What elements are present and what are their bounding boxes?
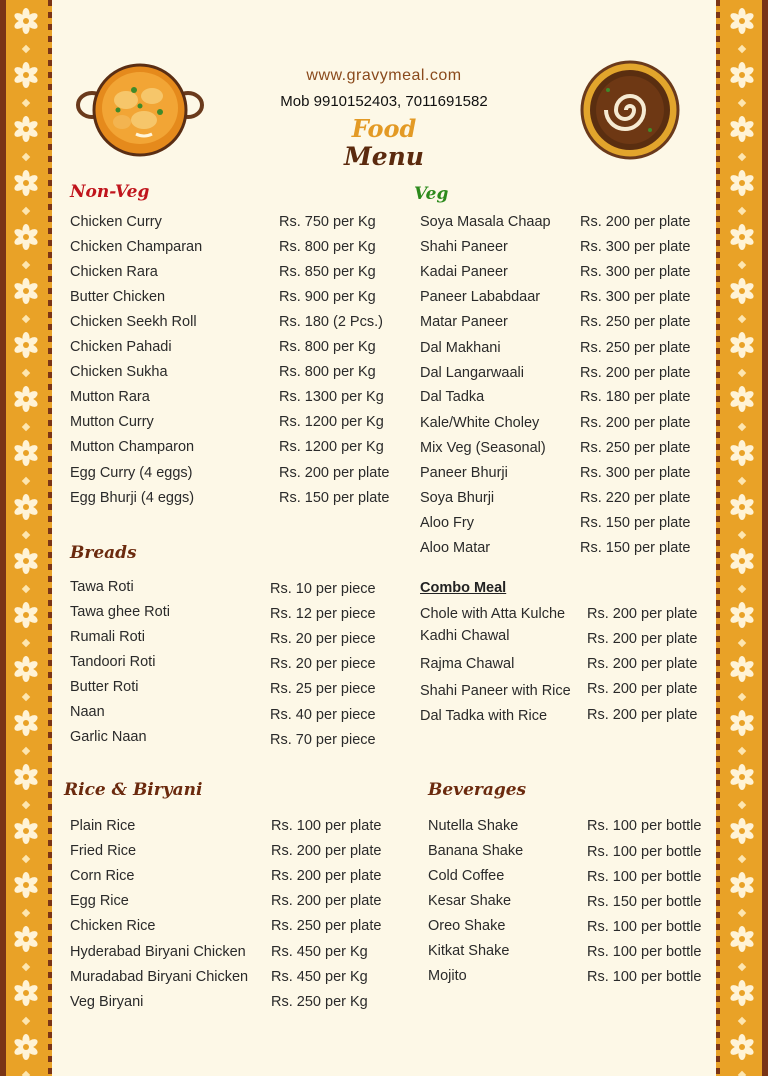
nonveg-item-price: Rs. 1300 per Kg: [279, 389, 384, 405]
nonveg-item-price: Rs. 180 (2 Pcs.): [279, 314, 383, 330]
breads-item-price: Rs. 20 per piece: [270, 631, 376, 647]
veg-item-price: Rs. 150 per plate: [580, 540, 691, 556]
rice-item-name: Veg Biryani: [70, 994, 144, 1010]
breads-item-price: Rs. 40 per piece: [270, 707, 376, 723]
veg-item-price: Rs. 300 per plate: [580, 239, 691, 255]
veg-item-price: Rs. 200 per plate: [580, 415, 691, 431]
breads-item-name: Naan: [70, 704, 105, 720]
nonveg-item-name: Mutton Champaron: [70, 439, 195, 455]
nonveg-item-name: Chicken Curry: [70, 214, 162, 230]
flower-icon: [729, 656, 755, 682]
veg-item-price: Rs. 300 per plate: [580, 289, 691, 305]
veg-item-name: Aloo Matar: [420, 540, 491, 556]
flower-icon: [13, 440, 39, 466]
veg-item-price: Rs. 250 per plate: [580, 314, 691, 330]
veg-item-price: Rs. 150 per plate: [580, 515, 691, 531]
diamond-dot-icon: [22, 639, 30, 647]
veg-item-price: Rs. 180 per plate: [580, 389, 691, 405]
nonveg-item-price: Rs. 1200 per Kg: [279, 439, 384, 455]
diamond-dot-icon: [738, 261, 746, 269]
section-title-veg: Veg: [414, 184, 449, 204]
section-title-beverages: Beverages: [428, 780, 527, 800]
rice-item-price: Rs. 250 per plate: [271, 918, 382, 934]
flower-icon: [13, 8, 39, 34]
diamond-dot-icon: [738, 315, 746, 323]
page-title-menu: Menu: [344, 142, 424, 171]
section-title-breads: Breads: [70, 543, 137, 563]
flower-icon: [13, 170, 39, 196]
flower-icon: [729, 224, 755, 250]
veg-item-name: Kale/White Choley: [420, 415, 540, 431]
nonveg-item-name: Mutton Rara: [70, 389, 150, 405]
diamond-dot-icon: [22, 423, 30, 431]
flower-icon: [13, 1034, 39, 1060]
nonveg-item-price: Rs. 900 per Kg: [279, 289, 376, 305]
flower-icon: [729, 440, 755, 466]
combo-item-price: Rs. 200 per plate: [587, 656, 698, 672]
rice-item-name: Corn Rice: [70, 868, 135, 884]
breads-item-price: Rs. 20 per piece: [270, 656, 376, 672]
diamond-dot-icon: [738, 639, 746, 647]
section-title-nonveg: Non-Veg: [70, 182, 150, 202]
flower-icon: [13, 926, 39, 952]
flower-icon: [13, 872, 39, 898]
beverages-item-price: Rs. 100 per bottle: [587, 869, 702, 885]
veg-item-name: Soya Masala Chaap: [420, 214, 551, 230]
combo-item-name: Chole with Atta Kulche: [420, 606, 566, 622]
combo-item-price: Rs. 200 per plate: [587, 707, 698, 723]
beverages-item-name: Kesar Shake: [428, 893, 512, 909]
mobile-numbers: Mob 9910152403, 7011691582: [280, 93, 488, 110]
breads-item-name: Butter Roti: [70, 679, 139, 695]
rice-item-price: Rs. 200 per plate: [271, 893, 382, 909]
nonveg-item-name: Chicken Seekh Roll: [70, 314, 197, 330]
nonveg-item-price: Rs. 200 per plate: [279, 465, 390, 481]
flower-icon: [13, 548, 39, 574]
veg-item-name: Mix Veg (Seasonal): [420, 440, 546, 456]
flower-icon: [729, 8, 755, 34]
veg-item-name: Paneer Lababdaar: [420, 289, 541, 305]
beverages-item-price: Rs. 100 per bottle: [587, 844, 702, 860]
diamond-dot-icon: [22, 369, 30, 377]
diamond-dot-icon: [738, 855, 746, 863]
nonveg-item-name: Chicken Rara: [70, 264, 158, 280]
rice-item-price: Rs. 200 per plate: [271, 843, 382, 859]
flower-icon: [13, 818, 39, 844]
combo-item-price: Rs. 200 per plate: [587, 681, 698, 697]
veg-item-price: Rs. 200 per plate: [580, 214, 691, 230]
veg-item-name: Shahi Paneer: [420, 239, 508, 255]
diamond-dot-icon: [738, 423, 746, 431]
nonveg-item-price: Rs. 800 per Kg: [279, 339, 376, 355]
diamond-dot-icon: [22, 801, 30, 809]
nonveg-item-price: Rs. 800 per Kg: [279, 364, 376, 380]
diamond-dot-icon: [738, 207, 746, 215]
flower-icon: [729, 278, 755, 304]
combo-item-name: Rajma Chawal: [420, 656, 515, 672]
flower-icon: [13, 386, 39, 412]
flower-icon: [13, 656, 39, 682]
flower-icon: [729, 548, 755, 574]
flower-icon: [13, 494, 39, 520]
combo-item-name: Dal Tadka with Rice: [420, 708, 548, 724]
diamond-dot-icon: [738, 369, 746, 377]
beverages-item-name: Banana Shake: [428, 843, 524, 859]
flower-icon: [729, 872, 755, 898]
page-title-food: Food: [351, 114, 417, 143]
veg-item-price: Rs. 250 per plate: [580, 340, 691, 356]
diamond-dot-icon: [738, 801, 746, 809]
diamond-dot-icon: [22, 261, 30, 269]
flower-icon: [729, 764, 755, 790]
nonveg-item-price: Rs. 150 per plate: [279, 490, 390, 506]
combo-item-price: Rs. 200 per plate: [587, 631, 698, 647]
veg-item-price: Rs. 300 per plate: [580, 264, 691, 280]
diamond-dot-icon: [738, 747, 746, 755]
diamond-dot-icon: [738, 963, 746, 971]
nonveg-item-price: Rs. 850 per Kg: [279, 264, 376, 280]
breads-item-name: Garlic Naan: [70, 729, 147, 745]
flower-icon: [13, 224, 39, 250]
section-title-rice: Rice & Biryani: [64, 780, 203, 800]
nonveg-item-name: Egg Curry (4 eggs): [70, 465, 193, 481]
beverages-item-name: Cold Coffee: [428, 868, 505, 884]
flower-icon: [729, 494, 755, 520]
rice-item-name: Hyderabad Biryani Chicken: [70, 944, 246, 960]
rice-item-price: Rs. 200 per plate: [271, 868, 382, 884]
diamond-dot-icon: [738, 531, 746, 539]
beverages-item-price: Rs. 150 per bottle: [587, 894, 702, 910]
flower-icon: [729, 710, 755, 736]
rice-item-name: Fried Rice: [70, 843, 137, 859]
diamond-dot-icon: [22, 531, 30, 539]
breads-item-price: Rs. 70 per piece: [270, 732, 376, 748]
rice-item-name: Muradabad Biryani Chicken: [70, 969, 249, 985]
breads-item-name: Tandoori Roti: [70, 654, 156, 670]
combo-item-name: Kadhi Chawal: [420, 628, 510, 644]
flower-icon: [729, 818, 755, 844]
diamond-dot-icon: [22, 1071, 30, 1076]
diamond-dot-icon: [22, 315, 30, 323]
flower-icon: [13, 764, 39, 790]
diamond-dot-icon: [738, 1071, 746, 1076]
diamond-dot-icon: [22, 45, 30, 53]
breads-item-price: Rs. 10 per piece: [270, 581, 376, 597]
nonveg-item-name: Chicken Sukha: [70, 364, 168, 380]
section-title-combo: Combo Meal: [420, 580, 507, 596]
flower-icon: [13, 710, 39, 736]
diamond-dot-icon: [738, 477, 746, 485]
flower-icon: [729, 386, 755, 412]
veg-item-name: Dal Tadka: [420, 389, 485, 405]
beverages-item-price: Rs. 100 per bottle: [587, 969, 702, 985]
diamond-dot-icon: [738, 693, 746, 701]
diamond-dot-icon: [738, 45, 746, 53]
flower-icon: [729, 602, 755, 628]
beverages-item-price: Rs. 100 per bottle: [587, 944, 702, 960]
beverages-item-price: Rs. 100 per bottle: [587, 919, 702, 935]
breads-item-price: Rs. 12 per piece: [270, 606, 376, 622]
nonveg-item-name: Chicken Pahadi: [70, 339, 172, 355]
beverages-item-name: Kitkat Shake: [428, 943, 510, 959]
diamond-dot-icon: [22, 477, 30, 485]
veg-item-name: Aloo Fry: [420, 515, 474, 531]
beverages-item-name: Mojito: [428, 968, 467, 984]
rice-item-price: Rs. 450 per Kg: [271, 944, 368, 960]
flower-icon: [13, 332, 39, 358]
beverages-item-name: Nutella Shake: [428, 818, 519, 834]
diamond-dot-icon: [22, 693, 30, 701]
flower-icon: [729, 926, 755, 952]
diamond-dot-icon: [738, 909, 746, 917]
beverages-item-name: Oreo Shake: [428, 918, 506, 934]
breads-item-name: Rumali Roti: [70, 629, 145, 645]
flower-icon: [13, 278, 39, 304]
diamond-dot-icon: [22, 963, 30, 971]
veg-item-price: Rs. 250 per plate: [580, 440, 691, 456]
veg-item-price: Rs. 220 per plate: [580, 490, 691, 506]
nonveg-item-price: Rs. 800 per Kg: [279, 239, 376, 255]
diamond-dot-icon: [22, 585, 30, 593]
website-url: www.gravymeal.com: [306, 67, 462, 84]
breads-item-price: Rs. 25 per piece: [270, 681, 376, 697]
diamond-dot-icon: [22, 909, 30, 917]
flower-icon: [729, 170, 755, 196]
nonveg-item-name: Egg Bhurji (4 eggs): [70, 490, 195, 506]
diamond-dot-icon: [22, 747, 30, 755]
diamond-dot-icon: [22, 855, 30, 863]
diamond-dot-icon: [22, 207, 30, 215]
rice-item-name: Plain Rice: [70, 818, 136, 834]
flower-icon: [13, 602, 39, 628]
flower-icon: [729, 1034, 755, 1060]
flower-icon: [729, 980, 755, 1006]
veg-item-name: Paneer Bhurji: [420, 465, 508, 481]
rice-item-name: Egg Rice: [70, 893, 129, 909]
nonveg-item-name: Butter Chicken: [70, 289, 166, 305]
beverages-item-price: Rs. 100 per bottle: [587, 818, 702, 834]
flower-icon: [729, 332, 755, 358]
nonveg-item-price: Rs. 1200 per Kg: [279, 414, 384, 430]
rice-item-price: Rs. 450 per Kg: [271, 969, 368, 985]
veg-item-price: Rs. 200 per plate: [580, 365, 691, 381]
combo-item-name: Shahi Paneer with Rice: [420, 683, 571, 699]
veg-item-price: Rs. 300 per plate: [580, 465, 691, 481]
veg-item-name: Soya Bhurji: [420, 490, 495, 506]
veg-item-name: Kadai Paneer: [420, 264, 508, 280]
diamond-dot-icon: [738, 585, 746, 593]
combo-item-price: Rs. 200 per plate: [587, 606, 698, 622]
breads-item-name: Tawa Roti: [70, 579, 134, 595]
rice-item-name: Chicken Rice: [70, 918, 156, 934]
veg-item-name: Dal Makhani: [420, 340, 501, 356]
nonveg-item-name: Chicken Champaran: [70, 239, 203, 255]
nonveg-item-price: Rs. 750 per Kg: [279, 214, 376, 230]
breads-item-name: Tawa ghee Roti: [70, 604, 170, 620]
rice-item-price: Rs. 100 per plate: [271, 818, 382, 834]
veg-item-name: Matar Paneer: [420, 314, 508, 330]
nonveg-item-name: Mutton Curry: [70, 414, 154, 430]
flower-icon: [13, 980, 39, 1006]
rice-item-price: Rs. 250 per Kg: [271, 994, 368, 1010]
diamond-dot-icon: [738, 1017, 746, 1025]
veg-item-name: Dal Langarwaali: [420, 365, 524, 381]
diamond-dot-icon: [22, 1017, 30, 1025]
